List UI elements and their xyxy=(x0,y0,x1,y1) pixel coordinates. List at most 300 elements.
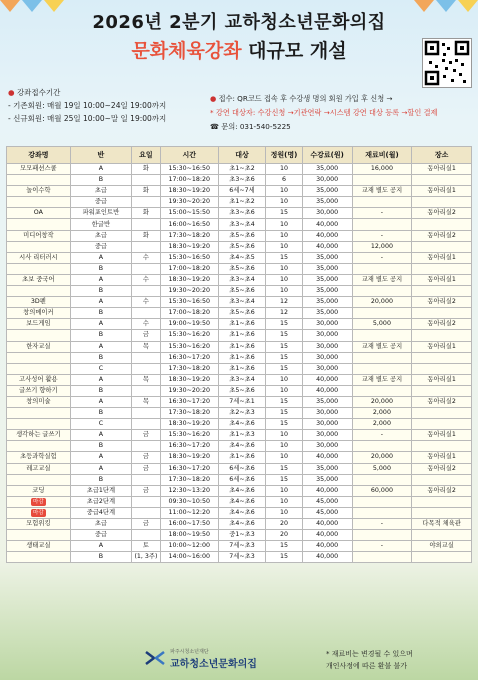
table-cell: 40,000 xyxy=(302,219,352,230)
table-cell: 초보 중국어 xyxy=(7,274,71,285)
table-cell: 10 xyxy=(266,274,302,285)
table-cell: A xyxy=(70,341,131,352)
table-cell: 18:30~19:20 xyxy=(160,452,218,463)
table-cell: 35,000 xyxy=(302,263,352,274)
table-cell: 10 xyxy=(266,286,302,297)
table-cell: 15 xyxy=(266,319,302,330)
table-cell: 17:30~18:20 xyxy=(160,363,218,374)
table-cell: 19:30~20:20 xyxy=(160,197,218,208)
table-cell: 금 xyxy=(132,463,161,474)
table-cell: 15 xyxy=(266,474,302,485)
table-cell: 10 xyxy=(266,485,302,496)
table-cell xyxy=(352,385,412,396)
table-cell: 16:30~17:20 xyxy=(160,463,218,474)
table-cell xyxy=(7,175,71,186)
table-cell: 미디어창작 xyxy=(7,230,71,241)
table-cell: 15 xyxy=(266,408,302,419)
table-row xyxy=(7,186,472,197)
table-row xyxy=(7,219,472,230)
table-row xyxy=(7,385,472,396)
table-cell: 30,000 xyxy=(302,175,352,186)
table-cell xyxy=(132,263,161,274)
table-cell: 동아리실2 xyxy=(412,230,472,241)
table-cell: 18:00~19:50 xyxy=(160,530,218,541)
table-cell: 초1~초6 xyxy=(218,452,266,463)
table-cell: 초1~초2 xyxy=(218,197,266,208)
phone-icon: ☎ xyxy=(210,122,219,131)
table-cell: 교재 별도 공지 xyxy=(352,274,412,285)
table-cell: 생각하는 글쓰기 xyxy=(7,430,71,441)
table-cell: A xyxy=(70,430,131,441)
table-cell: 초1~초6 xyxy=(218,352,266,363)
table-cell xyxy=(132,474,161,485)
table-cell: 중급 xyxy=(70,197,131,208)
table-cell: 동아리실1 xyxy=(412,164,472,175)
table-cell: B xyxy=(70,385,131,396)
table-cell: 교재 별도 공지 xyxy=(352,374,412,385)
table-cell xyxy=(412,263,472,274)
table-cell: 초4~초6 xyxy=(218,441,266,452)
qr-code[interactable] xyxy=(422,38,472,88)
table-cell: 40,000 xyxy=(302,452,352,463)
table-cell: 15:30~16:20 xyxy=(160,430,218,441)
table-row xyxy=(7,485,472,496)
table-cell xyxy=(412,507,472,518)
table-row xyxy=(7,452,472,463)
table-cell: B xyxy=(70,408,131,419)
table-cell xyxy=(7,286,71,297)
table-cell: 35,000 xyxy=(302,286,352,297)
table-cell xyxy=(412,241,472,252)
table-cell: 17:30~18:20 xyxy=(160,230,218,241)
table-cell: 3D펜 xyxy=(7,297,71,308)
table-cell: 생태교실 xyxy=(7,541,71,552)
table-cell: 초급 xyxy=(70,230,131,241)
table-cell: 동아리실2 xyxy=(412,463,472,474)
col-header: 정원(명) xyxy=(266,147,302,164)
table-cell: 18:30~19:20 xyxy=(160,274,218,285)
table-cell xyxy=(132,219,161,230)
table-cell xyxy=(412,219,472,230)
table-cell: 수 xyxy=(132,252,161,263)
table-cell: 초급 xyxy=(70,186,131,197)
table-cell: 10 xyxy=(266,219,302,230)
table-cell xyxy=(352,219,412,230)
table-cell: 18:30~19:20 xyxy=(160,419,218,430)
table-cell: 15 xyxy=(266,541,302,552)
table-cell: 교재 별도 공지 xyxy=(352,186,412,197)
table-cell xyxy=(412,363,472,374)
table-cell xyxy=(7,530,71,541)
table-cell xyxy=(412,330,472,341)
table-cell: A xyxy=(70,396,131,407)
table-cell: A xyxy=(70,452,131,463)
table-cell: 11:00~12:20 xyxy=(160,507,218,518)
table-cell: 초급1단계 xyxy=(70,485,131,496)
table-cell: A xyxy=(70,274,131,285)
table-cell: 동아리실2 xyxy=(412,396,472,407)
table-cell: 30,000 xyxy=(302,408,352,419)
table-header-row xyxy=(7,147,472,164)
table-cell: B xyxy=(70,352,131,363)
table-cell xyxy=(7,419,71,430)
table-cell: 6세~7세 xyxy=(218,186,266,197)
table-cell: 동아리실2 xyxy=(412,485,472,496)
table-cell: 초1~초6 xyxy=(218,341,266,352)
col-header: 수강료(원) xyxy=(302,147,352,164)
registration-info: ● 접수: QR코드 접속 후 수강생 명의 회원 가입 후 신청 → * 강연 대상자: 수강신청 →기관연락 →시스템 강연 대상 등록 →할인 결제 ☎ 문의: 031-540-5225 xyxy=(210,94,438,131)
period-label: 강좌접수기간 xyxy=(16,88,61,97)
table-cell xyxy=(352,363,412,374)
table-cell: 17:00~18:20 xyxy=(160,175,218,186)
table-cell xyxy=(352,530,412,541)
table-cell: 40,000 xyxy=(302,230,352,241)
table-cell xyxy=(7,408,71,419)
table-cell: 5,000 xyxy=(352,463,412,474)
table-cell: B xyxy=(70,263,131,274)
table-row xyxy=(7,463,472,474)
table-cell: 초3~초4 xyxy=(218,274,266,285)
table-cell: A xyxy=(70,463,131,474)
table-cell: 20,000 xyxy=(352,452,412,463)
table-cell: 수 xyxy=(132,274,161,285)
table-cell: 20 xyxy=(266,530,302,541)
table-cell xyxy=(412,385,472,396)
table-cell: B xyxy=(70,175,131,186)
table-cell: 동아리실1 xyxy=(412,186,472,197)
table-cell xyxy=(412,441,472,452)
table-cell xyxy=(132,197,161,208)
table-cell xyxy=(352,441,412,452)
table-cell: - xyxy=(352,208,412,219)
page-title: 2026년 2분기 교하청소년문화의집 xyxy=(92,12,386,33)
table-cell: 15 xyxy=(266,252,302,263)
table-cell: B xyxy=(70,286,131,297)
table-row xyxy=(7,474,472,485)
table-cell: 15 xyxy=(266,396,302,407)
table-cell xyxy=(352,330,412,341)
table-cell: 초등과학실험 xyxy=(7,452,71,463)
table-cell: 동아리실2 xyxy=(412,208,472,219)
table-cell: 16:30~17:20 xyxy=(160,396,218,407)
table-cell: 16:00~17:50 xyxy=(160,519,218,530)
table-cell: 10:00~12:00 xyxy=(160,541,218,552)
table-cell: 화 xyxy=(132,164,161,175)
table-cell: 동아리실1 xyxy=(412,252,472,263)
table-cell: 초5~초6 xyxy=(218,286,266,297)
table-cell: 09:30~10:50 xyxy=(160,496,218,507)
table-cell xyxy=(132,308,161,319)
table-cell xyxy=(352,197,412,208)
table-cell: 교재 별도 공지 xyxy=(352,341,412,352)
table-cell: 40,000 xyxy=(302,541,352,552)
table-cell: A xyxy=(70,374,131,385)
table-cell: 20,000 xyxy=(352,396,412,407)
table-cell: 수 xyxy=(132,319,161,330)
table-cell xyxy=(7,263,71,274)
table-cell: 6 xyxy=(266,175,302,186)
col-header: 요일 xyxy=(132,147,161,164)
table-cell: 초2~초3 xyxy=(218,408,266,419)
table-cell: 17:30~18:20 xyxy=(160,408,218,419)
table-cell: 금 xyxy=(132,519,161,530)
table-row xyxy=(7,241,472,252)
table-cell: 파워포인트반 xyxy=(70,208,131,219)
table-cell: 모모패션스쿨 xyxy=(7,164,71,175)
table-cell: 30,000 xyxy=(302,208,352,219)
footer-org xyxy=(170,648,257,670)
table-row xyxy=(7,330,472,341)
table-cell xyxy=(412,175,472,186)
qr-code-image xyxy=(423,39,471,87)
col-header: 반 xyxy=(70,147,131,164)
table-cell: C xyxy=(70,419,131,430)
table-cell: 초3~초4 xyxy=(218,374,266,385)
table-cell: 15 xyxy=(266,463,302,474)
table-cell: A xyxy=(70,319,131,330)
table-cell: 40,000 xyxy=(302,374,352,385)
table-cell xyxy=(132,241,161,252)
table-cell: 초1~초6 xyxy=(218,363,266,374)
table-cell: 초3~초4 xyxy=(218,297,266,308)
table-cell xyxy=(412,496,472,507)
table-cell xyxy=(7,219,71,230)
table-cell: 15:30~16:50 xyxy=(160,297,218,308)
table-cell: 중급4단계 xyxy=(70,507,131,518)
table-cell: - xyxy=(352,519,412,530)
table-cell xyxy=(412,286,472,297)
table-cell: 16:30~17:20 xyxy=(160,352,218,363)
footer-note xyxy=(326,648,413,672)
table-cell xyxy=(7,496,71,507)
table-cell: 중1~초3 xyxy=(218,530,266,541)
table-cell: 10 xyxy=(266,164,302,175)
table-cell: 16,000 xyxy=(352,164,412,175)
table-cell: 15:30~16:20 xyxy=(160,330,218,341)
footer-org-name: 교하청소년문화의집 xyxy=(170,659,257,670)
table-cell: A xyxy=(70,297,131,308)
table-cell: 15:30~16:50 xyxy=(160,164,218,175)
table-cell: 금 xyxy=(132,430,161,441)
table-cell: 19:30~20:20 xyxy=(160,286,218,297)
table-cell: 초4~초6 xyxy=(218,519,266,530)
table-cell xyxy=(132,286,161,297)
table-row xyxy=(7,297,472,308)
table-cell xyxy=(412,352,472,363)
table-cell: 14:00~16:00 xyxy=(160,552,218,563)
table-cell: 6세~초6 xyxy=(218,474,266,485)
application-period-info: ● 강좌접수기간 - 기존회원: 매월 19일 10:00~24일 19:00까지 - 신규회원: 매월 25일 10:00~말 일 19:00까지 xyxy=(8,88,167,123)
table-cell: 10 xyxy=(266,496,302,507)
table-cell: 30,000 xyxy=(302,319,352,330)
table-cell: 초5~초6 xyxy=(218,308,266,319)
table-cell: 35,000 xyxy=(302,164,352,175)
table-cell: 화 xyxy=(132,208,161,219)
table-cell: 10 xyxy=(266,230,302,241)
page-subtitle xyxy=(0,36,478,63)
table-cell: 고사성어 활용 xyxy=(7,374,71,385)
table-cell xyxy=(132,496,161,507)
table-row xyxy=(7,441,472,452)
table-cell: 동아리실1 xyxy=(412,430,472,441)
table-cell: 금 xyxy=(132,485,161,496)
footer-org-small: 파주시청소년재단 xyxy=(170,649,209,655)
table-cell: 35,000 xyxy=(302,252,352,263)
table-row xyxy=(7,263,472,274)
table-cell: 10 xyxy=(266,452,302,463)
table-cell: 35,000 xyxy=(302,463,352,474)
table-cell: 레고교실 xyxy=(7,463,71,474)
table-cell: 한글반 xyxy=(70,219,131,230)
table-cell: 창의메이커 xyxy=(7,308,71,319)
table-cell: 35,000 xyxy=(302,308,352,319)
table-cell xyxy=(132,363,161,374)
table-cell: 40,000 xyxy=(302,519,352,530)
subtitle-rest: 대규모 개설 xyxy=(241,40,347,62)
table-cell: 초3~초6 xyxy=(218,175,266,186)
table-cell: 12 xyxy=(266,297,302,308)
table-cell: 10 xyxy=(266,197,302,208)
table-cell xyxy=(132,385,161,396)
table-cell: 35,000 xyxy=(302,197,352,208)
new-member-period: - 신규회원: 매월 25일 10:00~말 일 19:00까지 xyxy=(8,114,167,123)
table-cell: 초1~초2 xyxy=(218,164,266,175)
table-cell: 60,000 xyxy=(352,485,412,496)
table-cell xyxy=(352,552,412,563)
table-row xyxy=(7,175,472,186)
table-cell: 17:00~18:20 xyxy=(160,263,218,274)
table-cell: 시사 리터러시 xyxy=(7,252,71,263)
table-cell: 초1~초3 xyxy=(218,430,266,441)
table-cell xyxy=(132,419,161,430)
table-cell: 화 xyxy=(132,186,161,197)
table-cell xyxy=(412,474,472,485)
table-cell: 보드게임 xyxy=(7,319,71,330)
closed-badge: 마감 xyxy=(33,498,44,505)
col-header: 재료비(월) xyxy=(352,147,412,164)
table-cell: 수 xyxy=(132,297,161,308)
table-cell: 15 xyxy=(266,552,302,563)
table-cell: 16:00~16:50 xyxy=(160,219,218,230)
table-cell: 초4~초6 xyxy=(218,496,266,507)
apply-instruction: 접수: QR코드 접속 후 수강생 명의 회원 가입 후 신청 → xyxy=(218,94,393,103)
table-row xyxy=(7,507,472,518)
footer-note-2: 개인사정에 따른 환불 불가 xyxy=(326,662,408,670)
table-row xyxy=(7,286,472,297)
table-cell: - xyxy=(352,230,412,241)
table-cell xyxy=(412,408,472,419)
table-cell: 35,000 xyxy=(302,474,352,485)
table-cell xyxy=(352,496,412,507)
table-cell xyxy=(412,419,472,430)
table-row xyxy=(7,197,472,208)
table-cell: 금 xyxy=(132,330,161,341)
table-cell: 초급 xyxy=(70,519,131,530)
table-cell: 30,000 xyxy=(302,341,352,352)
table-cell: 동아리실1 xyxy=(412,374,472,385)
table-cell: 12 xyxy=(266,308,302,319)
table-cell xyxy=(132,441,161,452)
table-cell: 19:30~20:20 xyxy=(160,385,218,396)
target-instruction: * 강연 대상자: 수강신청 →기관연락 →시스템 강연 대상 등록 →할인 결제 xyxy=(210,108,438,117)
table-cell: 45,000 xyxy=(302,496,352,507)
table-cell: 화 xyxy=(132,230,161,241)
table-cell: 19:00~19:50 xyxy=(160,319,218,330)
col-header: 시간 xyxy=(160,147,218,164)
table-cell: 18:30~19:20 xyxy=(160,186,218,197)
table-cell: 17:00~18:20 xyxy=(160,308,218,319)
table-cell: A xyxy=(70,164,131,175)
table-cell: 15 xyxy=(266,208,302,219)
table-cell: 7세~초3 xyxy=(218,552,266,563)
table-cell: 목 xyxy=(132,374,161,385)
table-cell: - xyxy=(352,252,412,263)
table-row xyxy=(7,308,472,319)
table-cell: 동아리실1 xyxy=(412,341,472,352)
table-row xyxy=(7,341,472,352)
table-row xyxy=(7,319,472,330)
table-cell: 초4~초6 xyxy=(218,507,266,518)
table-cell: 6세~초6 xyxy=(218,463,266,474)
table-row xyxy=(7,352,472,363)
table-cell xyxy=(132,352,161,363)
table-cell: A xyxy=(70,541,131,552)
table-cell: 18:30~19:20 xyxy=(160,374,218,385)
table-row xyxy=(7,519,472,530)
table-cell xyxy=(7,363,71,374)
contact-phone: 문의: 031-540-5225 xyxy=(221,122,291,131)
table-cell: 한자교실 xyxy=(7,341,71,352)
table-cell: 30,000 xyxy=(302,441,352,452)
table-cell: 목 xyxy=(132,341,161,352)
table-cell: 야외교실 xyxy=(412,541,472,552)
table-cell: - xyxy=(352,430,412,441)
table-cell xyxy=(7,552,71,563)
table-cell: 초4~초6 xyxy=(218,485,266,496)
table-row xyxy=(7,541,472,552)
table-cell: 중급 xyxy=(70,241,131,252)
table-cell xyxy=(352,263,412,274)
table-cell: 18:30~19:20 xyxy=(160,241,218,252)
subtitle-highlight: 문화체육강좌 xyxy=(131,40,242,62)
table-cell: 5,000 xyxy=(352,319,412,330)
table-cell xyxy=(412,197,472,208)
table-cell xyxy=(7,241,71,252)
footer-note-1: * 재료비는 변경될 수 있으며 xyxy=(326,650,413,658)
table-cell: 초1~초6 xyxy=(218,319,266,330)
table-cell: 초5~초6 xyxy=(218,230,266,241)
col-header: 장소 xyxy=(412,147,472,164)
table-cell: 35,000 xyxy=(302,396,352,407)
table-cell xyxy=(7,507,71,518)
table-cell: 놀이수학 xyxy=(7,186,71,197)
table-cell: 15 xyxy=(266,363,302,374)
table-cell: 초4~초5 xyxy=(218,252,266,263)
table-cell: 10 xyxy=(266,186,302,197)
table-cell: 40,000 xyxy=(302,485,352,496)
table-cell: 30,000 xyxy=(302,330,352,341)
table-row xyxy=(7,552,472,563)
table-cell: 15 xyxy=(266,419,302,430)
table-cell: 코딩 xyxy=(7,485,71,496)
table-row xyxy=(7,530,472,541)
table-cell: 초1~초6 xyxy=(218,330,266,341)
table-cell xyxy=(132,530,161,541)
existing-member-period: - 기존회원: 매월 19일 10:00~24일 19:00까지 xyxy=(8,101,167,110)
table-cell xyxy=(412,552,472,563)
table-cell: 12,000 xyxy=(352,241,412,252)
table-cell: 토 xyxy=(132,541,161,552)
